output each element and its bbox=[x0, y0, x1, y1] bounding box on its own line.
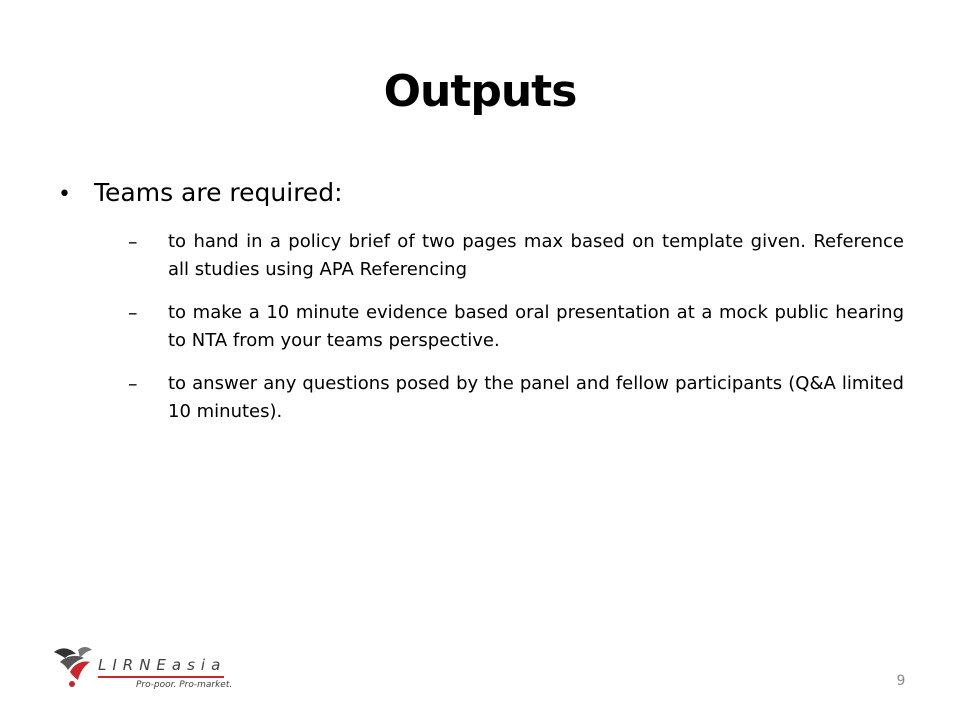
sub-bullet-item bbox=[128, 228, 904, 284]
logo-divider bbox=[98, 676, 224, 678]
sub-bullet-item bbox=[128, 299, 904, 355]
page-number: 9 bbox=[896, 673, 906, 689]
sub-bullet-item bbox=[128, 370, 904, 426]
logo-tagline: Pro-poor. Pro-market. bbox=[136, 680, 233, 690]
bullet-text: Teams are required: bbox=[94, 178, 343, 207]
logo-wordmark: LIRNEasia bbox=[98, 656, 227, 674]
bullet-marker: • bbox=[58, 182, 71, 207]
slide-title: Outputs bbox=[383, 66, 577, 117]
sub-bullet-marker: – bbox=[128, 231, 138, 253]
sub-bullet-marker: – bbox=[128, 302, 138, 324]
sub-bullet-list bbox=[128, 228, 904, 441]
sub-bullet-text: to make a 10 minute evidence based oral presentation at a mock public hearing to NTA from your teams perspective. bbox=[168, 302, 904, 351]
lirneasia-logo bbox=[52, 642, 233, 700]
bullet-item bbox=[58, 174, 918, 214]
sub-bullet-marker: – bbox=[128, 373, 138, 395]
sub-bullet-text: to answer any questions posed by the panel and fellow participants (Q&A limited 10 minutes). bbox=[168, 373, 904, 422]
lirneasia-bird-logo-icon bbox=[52, 642, 98, 692]
sub-bullet-text: to hand in a policy brief of two pages max based on template given. Reference all studies using APA Referencing bbox=[168, 231, 904, 280]
